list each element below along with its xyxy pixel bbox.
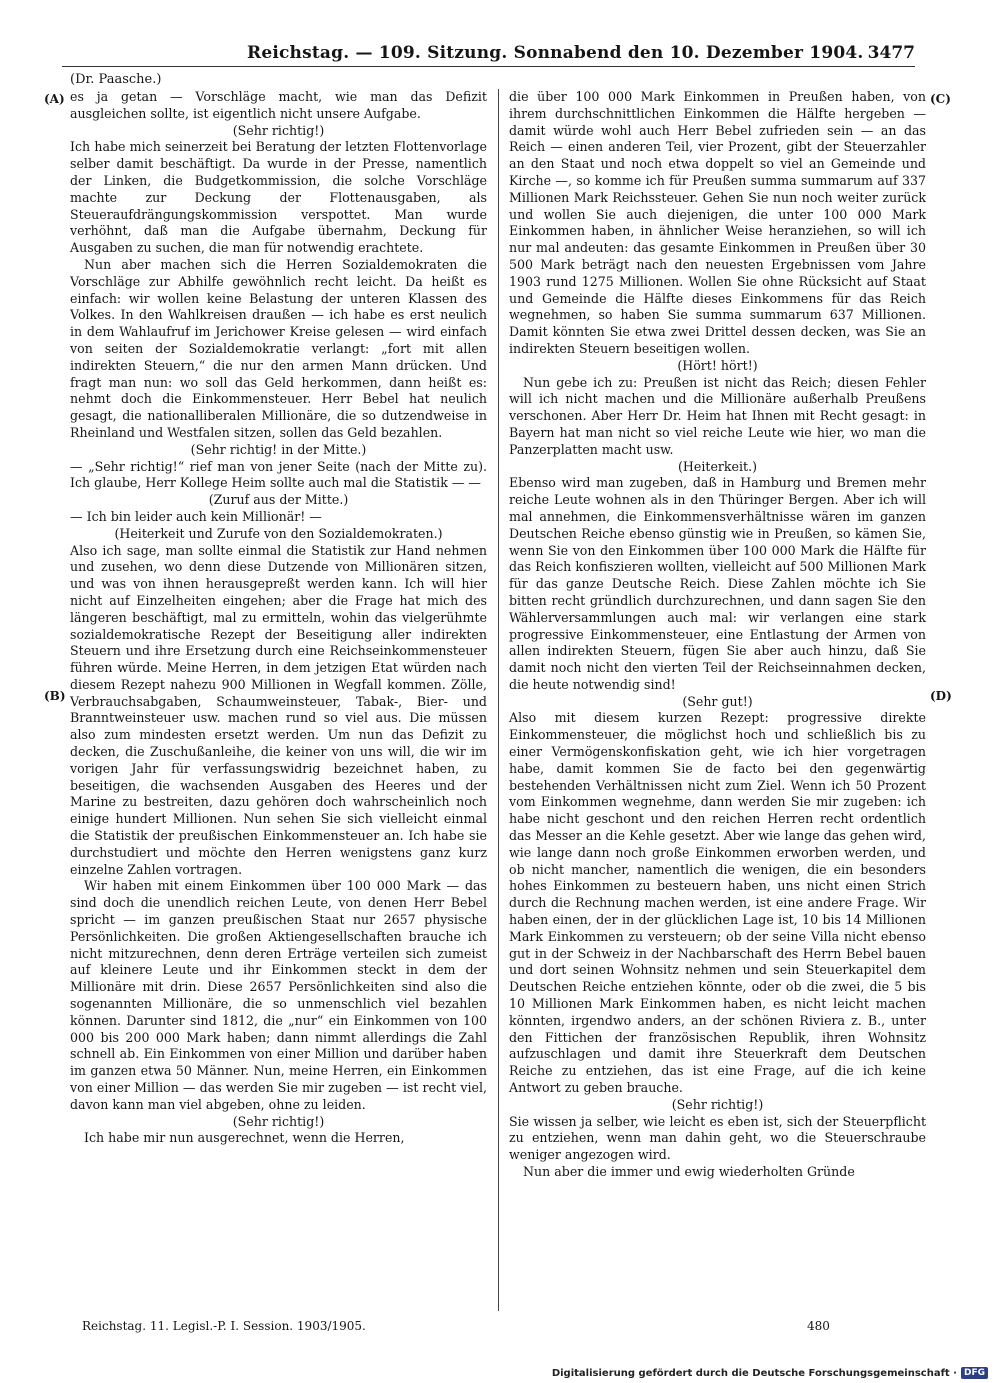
- running-title: Reichstag. — 109. Sitzung. Sonnabend den 10. Dezember 1904.: [247, 43, 864, 63]
- paragraph: es ja getan — Vorschläge macht, wie man das Defizit ausgleichen sollte, ist eigentlich nicht unsere Aufgabe.: [70, 89, 487, 121]
- margin-marker-c: (C): [930, 92, 951, 106]
- interjection: (Sehr gut!): [682, 693, 753, 709]
- paragraph: — Ich bin leider auch kein Millionär! —: [70, 508, 322, 524]
- paragraph: Ebenso wird man zugeben, daß in Hamburg und Bremen mehr reiche Leute wohnen als in den Thüringer Bergen. Aber ich will mal annehmen, die Einkommensverhältnisse wären im ganzen Deutschen Reiche ebenso günstig wie in Preußen, so kämen Sie, wenn Sie von den Einkommen über 100 000 Mark die Hälfte für das Reich konfiszieren wollten, vielleicht auf 500 Millionen Mark für das ganze Deutsche Reich. Diese Zahlen möchte ich Sie bitten recht gründlich durchzurechnen, und dann sagen Sie den Wählerversammlungen auch mal: wir verlangen eine stark progressive Einkommensteuer, eine Entlastung der Armen von allen indirekten Steuern, fügen Sie aber auch hinzu, daß Sie damit noch nicht den vierten Teil der Reichseinnahmen decken, die heute notwendig sind!: [509, 475, 926, 692]
- left-column: [70, 89, 487, 1147]
- interjection: (Sehr richtig!): [232, 122, 325, 138]
- page-number: 3477: [867, 43, 915, 63]
- paragraph: — „Sehr richtig!“ rief man von jener Seite (nach der Mitte zu). Ich glaube, Herr Kollege Heim sollte auch mal die Statistik — —: [70, 458, 487, 491]
- dfg-credit: [552, 1367, 988, 1379]
- column-divider: [498, 89, 499, 1311]
- paragraph: Wir haben mit einem Einkommen über 100 000 Mark — das sind doch die unendlich reichen Leute, von denen Herr Bebel spricht — im ganzen preußischen Staat nur 2657 physische Persönlichkeiten. Die großen Aktiengesellschaften brauche ich nicht mitzurechnen, denn deren Erträge verteilen sich zumeist auf kleinere Leute und ihr Einkommen steckt in dem der Millionäre mit drin. Diese 2657 Persönlichkeiten sind also die sogenannten Millionäre, die so unmenschlich viel bezahlen können. Darunter sind 1812, die „nur“ ein Einkommen von 100 000 bis 200 000 Mark haben; dann nimmt allerdings die Zahl schnell ab. Ein Einkommen von einer Million und darüber haben im ganzen etwa 50 Männer. Nun, meine Herren, ein Einkommen von einer Million — das werden Sie mir zugeben — ist recht viel, davon kann man viel abgeben, ohne zu leiden.: [70, 878, 487, 1112]
- paragraph: Nun gebe ich zu: Preußen ist nicht das Reich; diesen Fehler will ich nicht machen und die Millionäre außerhalb Preußens verschonen. Aber Herr Dr. Heim hat Ihnen mit Recht gesagt: in Bayern hat man nicht so viel reiche Leute wie hier, wo man die Panzerplatten macht usw.: [509, 374, 926, 457]
- paragraph: Also ich sage, man sollte einmal die Statistik zur Hand nehmen und zusehen, wo denn diese Dutzende von Millionären sitzen, und was von ihnen herausgepreßt werden kann. Ich will hier nicht auf Einzelheiten eingehen; aber die Frage hat mich des längeren beschäftigt, mal zu ermitteln, wohin das vielgerühmte sozialdemokratische Rezept der Beseitigung aller indirekten Steuern und ihre Ersetzung durch eine Reichseinkommensteuer führen würde. Meine Herren, in dem jetzigen Etat würden nach diesem Rezept nahezu 900 Millionen in Wegfall kommen. Zölle, Verbrauchsabgaben, Schaumweinsteuer, Tabak-, Bier- und Branntweinsteuer usw. machen rund so viel aus. Die müssen also zum mindesten ersetzt werden. Um nun das Defizit zu decken, die Zuschußanleihe, die keiner von uns will, die wir im vorigen Jahr für verfassungswidrig bezeichnet haben, zu beseitigen, die wachsenden Ausgaben des Heeres und der Marine zu bestreiten, dazu gehören doch wahrscheinlich noch einige hundert Millionen. Nun sehen Sie sich vielleicht einmal die Statistik der preußischen Einkommensteuer an. Ich habe sie durchstudiert und möchte den Herren wenigstens ganz kurz einzelne Zahlen vortragen.: [70, 542, 487, 877]
- interjection: (Sehr richtig!): [232, 1113, 325, 1129]
- paragraph: Ich habe mir nun ausgerechnet, wenn die Herren,: [84, 1130, 405, 1146]
- footer-sheet-number: 480: [807, 1319, 830, 1333]
- dfg-logo: DFG: [961, 1367, 988, 1379]
- margin-marker-a: (A): [44, 92, 65, 106]
- interjection: (Zuruf aus der Mitte.): [208, 492, 349, 508]
- interjection: (Sehr richtig! in der Mitte.): [190, 441, 367, 457]
- margin-marker-d: (D): [930, 689, 952, 703]
- paragraph: Nun aber machen sich die Herren Sozialdemokraten die Vorschläge zur Abhilfe gewöhnlich recht leicht. Da heißt es einfach: wir wollen keine Belastung der unteren Klassen des Volkes. In den Wahlkreisen draußen — ich habe es erst neulich in dem Wahlaufruf im Jerichower Kreise gelesen — wird einfach von seiten der Sozialdemokratie verlangt: „fort mit allen indirekten Steuern,“ die nur den armen Mann drücken. Und fragt man nun: wo soll das Geld herkommen, dann heißt es: nehmt doch die Einkommensteuer. Herr Bebel hat neulich gesagt, die nationalliberalen Millionäre, die so dutzendweise in Rheinland und Westfalen sitzen, sollen das Geld bezahlen.: [70, 256, 487, 440]
- interjection: (Heiterkeit.): [678, 458, 757, 474]
- margin-marker-b: (B): [44, 689, 66, 703]
- paragraph: Ich habe mich seinerzeit bei Beratung der letzten Flottenvorlage selber damit beschäftigt. Da wurde in der Presse, namentlich der Linken, die Budgetkommission, die solche Vorschläge machte zur Deckung der Flottenausgaben, als Steueraufdrängungskommission verspottet. Man wurde verhöhnt, daß man die Aufgabe übernahm, Deckung für Ausgaben zu suchen, die man für notwendig erachtete.: [70, 139, 487, 256]
- right-column: [509, 89, 926, 1181]
- dfg-credit-text: Digitalisierung gefördert durch die Deutsche Forschungsgemeinschaft ·: [551, 1367, 957, 1379]
- paragraph: Also mit diesem kurzen Rezept: progressive direkte Einkommensteuer, die möglichst hoch und schließlich bis zu einer Vermögenskonfiskation geht, wie ich hier vorgetragen habe, damit kommen Sie de facto bei den gegenwärtig bestehenden Verhältnissen nicht zum Ziel. Wenn ich 50 Prozent vom Einkommen wegnehme, dann werden Sie mir zugeben: ich habe nicht geschont und den reichen Herren recht ordentlich das Messer an die Kehle gesetzt. Aber wie lange das gehen wird, wie lange dann noch große Einkommen erworben werden, und ob nicht mancher, namentlich die wenigen, die ein besonders hohes Einkommen zu besteuern haben, uns nicht einen Strich durch die Rechnung machen werden, ist eine andere Frage. Wir haben einen, der in der glücklichen Lage ist, 10 bis 14 Millionen Mark Einkommen zu versteuern; ob der seine Villa nicht ebenso gut in der Schweiz in der Nachbarschaft des Herrn Bebel bauen und dort seinen Wohnsitz nehmen und sein Steuerkapitel dem Deutschen Reiche entziehen könnte, oder ob die zwei, die 5 bis 10 Millionen Mark Einkommen haben, es nicht leicht machen könnten, irgendwo anders, an der schönen Riviera z. B., unter den Fittichen der französischen Republik, ihren Wohnsitz aufzuschlagen und damit ihre Steuerkraft dem Deutschen Reiche zu entziehen, das ist eine Frage, auf die ich keine Antwort zu geben brauche.: [509, 710, 926, 1096]
- paragraph: Sie wissen ja selber, wie leicht es eben ist, sich der Steuerpflicht zu entziehen, wenn man dahin geht, wo die Steuerschraube weniger angezogen wird.: [509, 1113, 926, 1163]
- footer-session: Reichstag. 11. Legisl.-P. I. Session. 1903/1905.: [82, 1319, 366, 1333]
- interjection: (Sehr richtig!): [671, 1096, 764, 1112]
- interjection: (Hört! hört!): [677, 357, 758, 373]
- speaker-name: (Dr. Paasche.): [70, 72, 162, 87]
- paragraph: die über 100 000 Mark Einkommen in Preußen haben, von ihrem durchschnittlichen Einkommen die Hälfte hergeben — damit würde wohl auch Herr Bebel zufrieden sein — an das Reich — einen anderen Teil, vier Prozent, gibt der Steuerzahler an den Staat und noch etwa doppelt so viel an Gemeinde und Kirche —, so komme ich für Preußen summa summarum auf 337 Millionen Mark Reichssteuer. Gehen Sie nun noch weiter zurück und wollen Sie auch diejenigen, die unter 100 000 Mark Einkommen haben, in ähnlicher Weise heranziehen, so will ich nur mal andeuten: das gesamte Einkommen in Preußen über 30 500 Mark beträgt nach den neuesten Ergebnissen vom Jahre 1903 rund 1275 Millionen. Wollen Sie ohne Rücksicht auf Staat und Gemeinde die Hälfte dieses Einkommens für das Reich wegnehmen, so haben Sie summa summarum 637 Millionen. Damit könnten Sie etwa zwei Drittel dessen decken, was Sie an indirekten Steuern beseitigen wollen.: [509, 89, 926, 356]
- paragraph: Nun aber die immer und ewig wiederholten Gründe: [523, 1164, 855, 1179]
- running-header: [62, 40, 915, 67]
- interjection: (Heiterkeit und Zurufe von den Sozialdemokraten.): [114, 525, 443, 541]
